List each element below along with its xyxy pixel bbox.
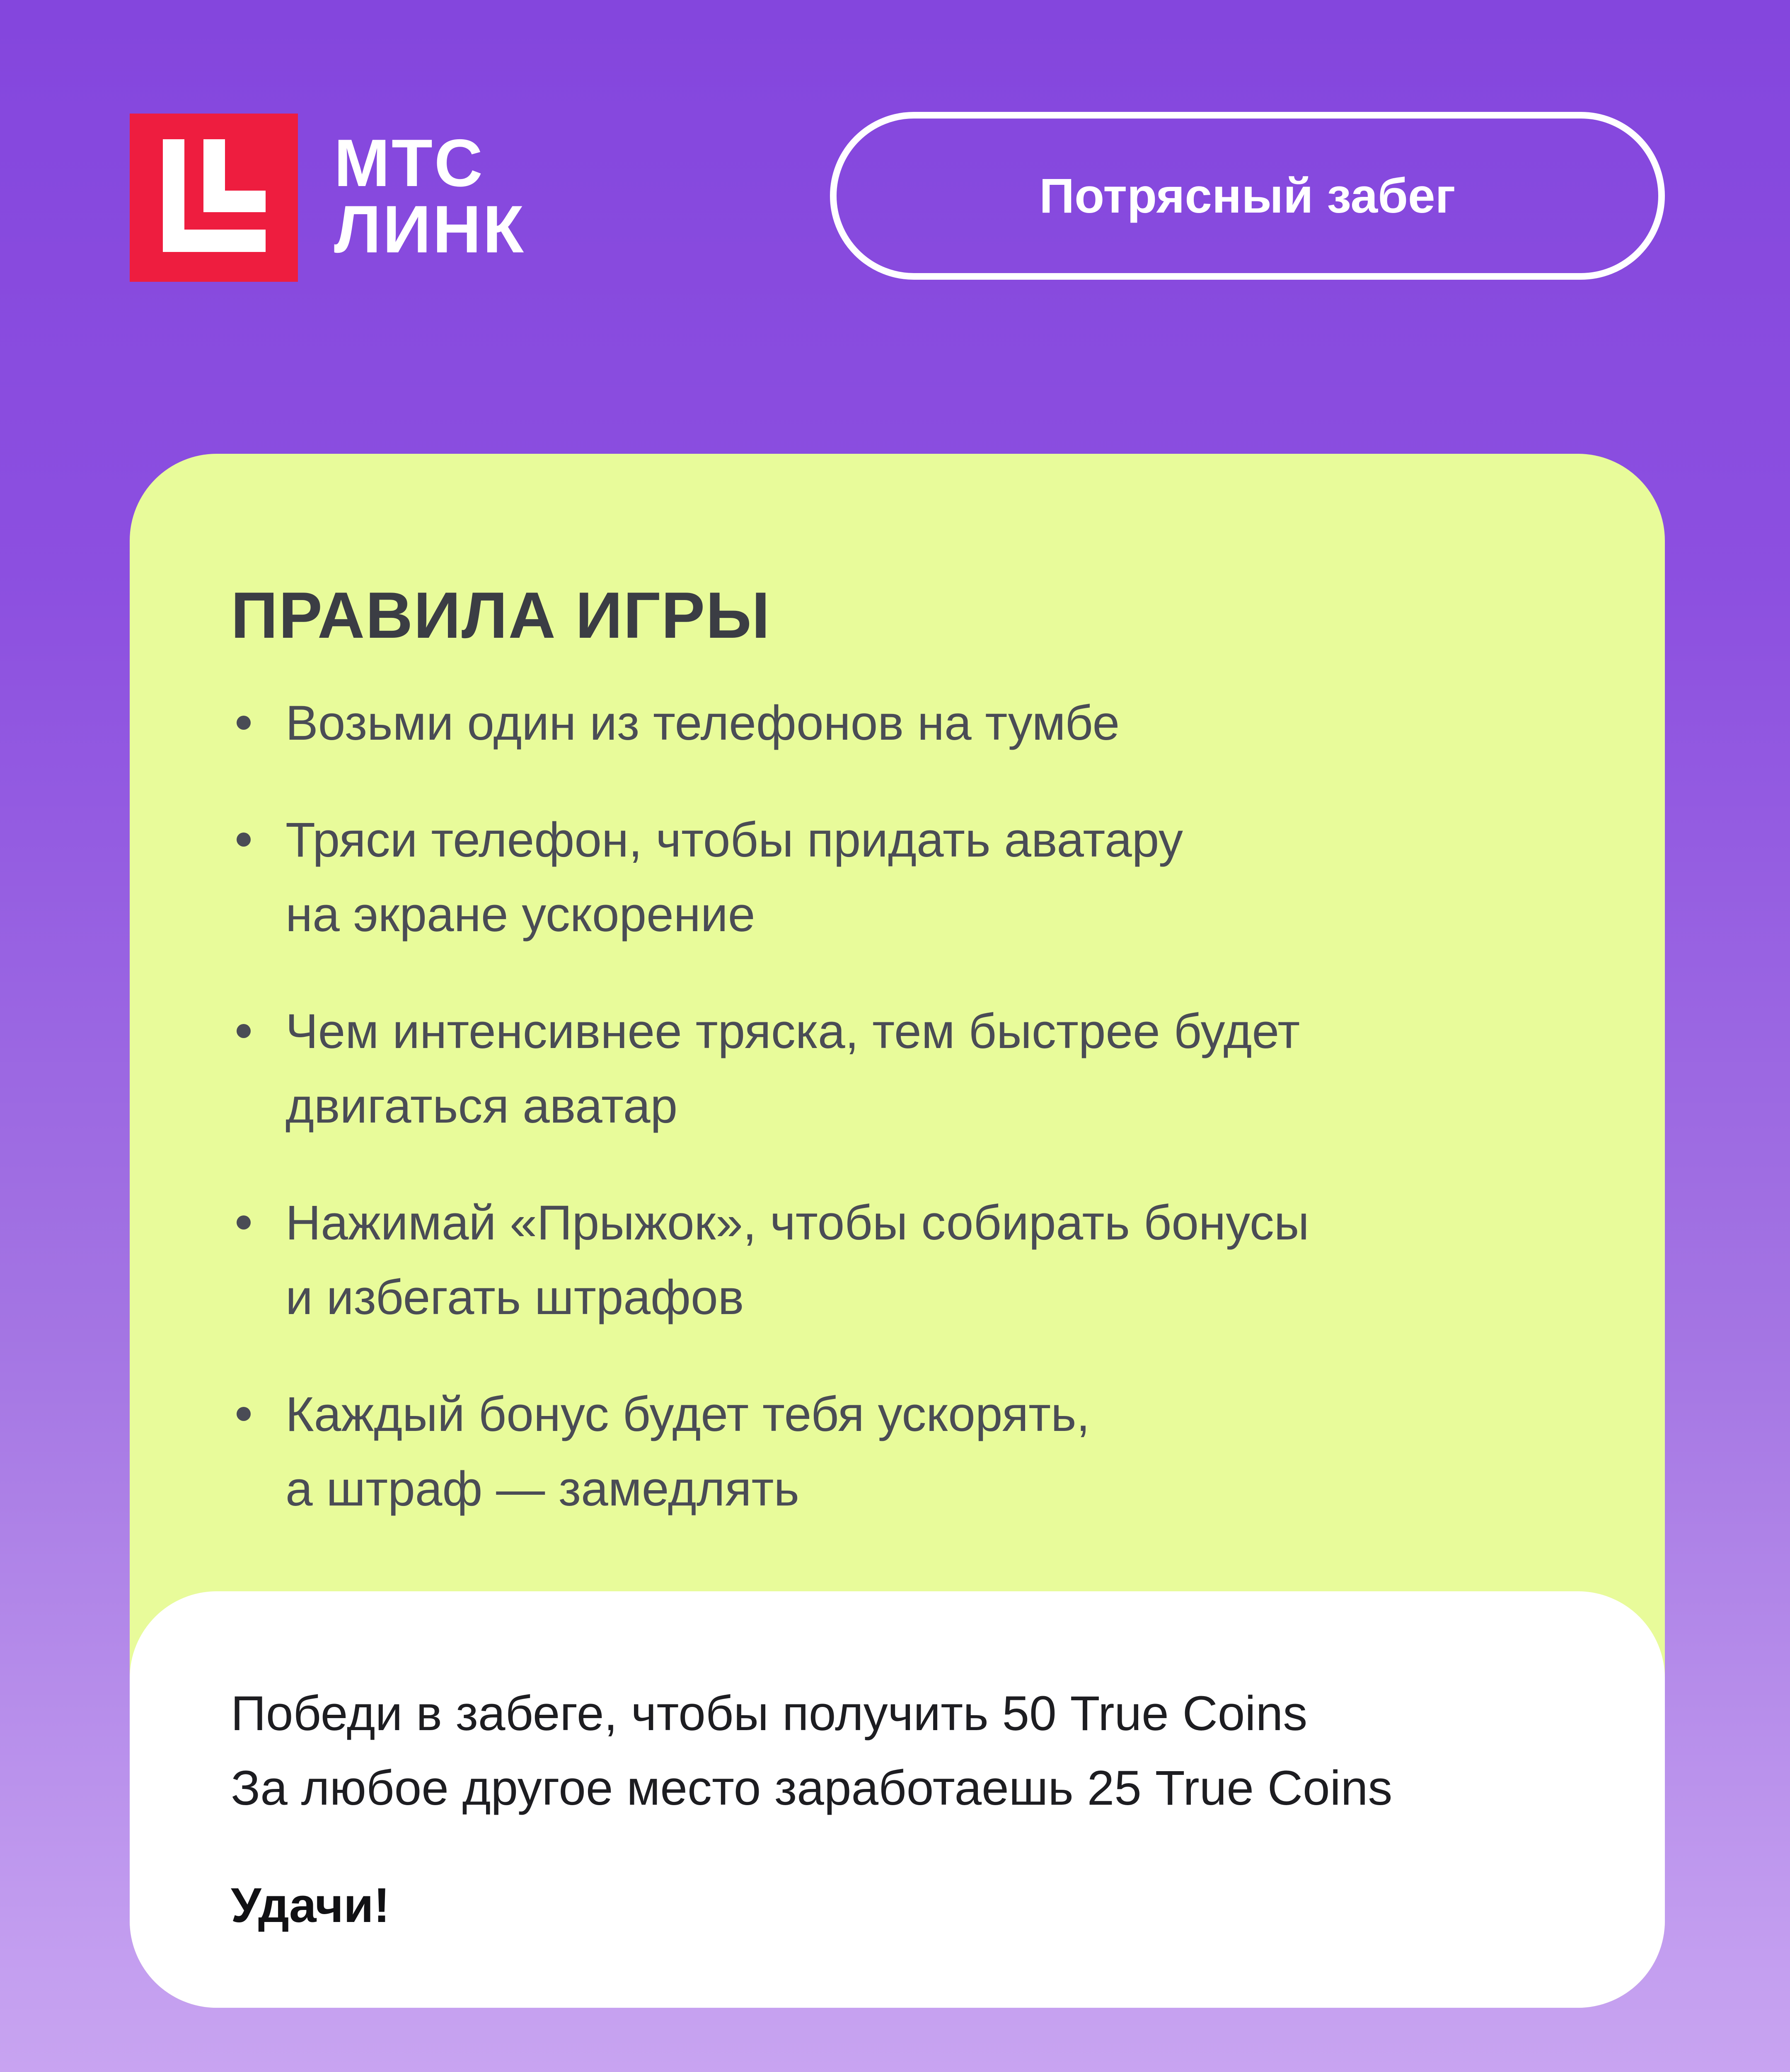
- rule-item: [231, 803, 1557, 952]
- rule-line: двигаться аватар: [285, 1079, 678, 1133]
- reward-other-text: За любое другое место заработаешь 25 True Coins: [231, 1761, 1393, 1815]
- rule-line: Возьми один из телефонов на тумбе: [285, 696, 1120, 750]
- rule-item: [231, 686, 1557, 760]
- rule-line: Чем интенсивнее тряска, тем быстрее будет: [285, 1004, 1300, 1059]
- rule-item: [231, 1186, 1557, 1335]
- rule-line: Каждый бонус будет тебя ускорять,: [285, 1387, 1090, 1442]
- game-title-label: Потрясный забег: [1039, 168, 1456, 223]
- reward-win-text: Победи в забеге, чтобы получить 50 True Coins: [231, 1686, 1308, 1741]
- rule-line: а штраф — замедлять: [285, 1462, 800, 1516]
- good-luck-text: Удачи!: [231, 1878, 390, 1933]
- mts-link-logo: [130, 114, 575, 282]
- logo-mark-icon: [130, 114, 298, 282]
- rule-line: Нажимай «Прыжок», чтобы собирать бонусы: [285, 1196, 1309, 1250]
- rule-item: [231, 994, 1557, 1143]
- rule-line: на экране ускорение: [285, 887, 755, 942]
- logo-text-line1: МТС: [334, 126, 484, 201]
- rules-list: [231, 686, 1557, 1569]
- rules-title: ПРАВИЛА ИГРЫ: [231, 579, 771, 652]
- logo-text: [334, 126, 525, 267]
- rule-item: [231, 1377, 1557, 1526]
- rule-line: и избегать штрафов: [285, 1270, 744, 1325]
- game-title-button[interactable]: [830, 112, 1665, 280]
- logo-text-line2: ЛИНК: [334, 192, 525, 267]
- rule-line: Тряси телефон, чтобы придать аватару: [285, 813, 1183, 867]
- rewards-card: [130, 1591, 1665, 2008]
